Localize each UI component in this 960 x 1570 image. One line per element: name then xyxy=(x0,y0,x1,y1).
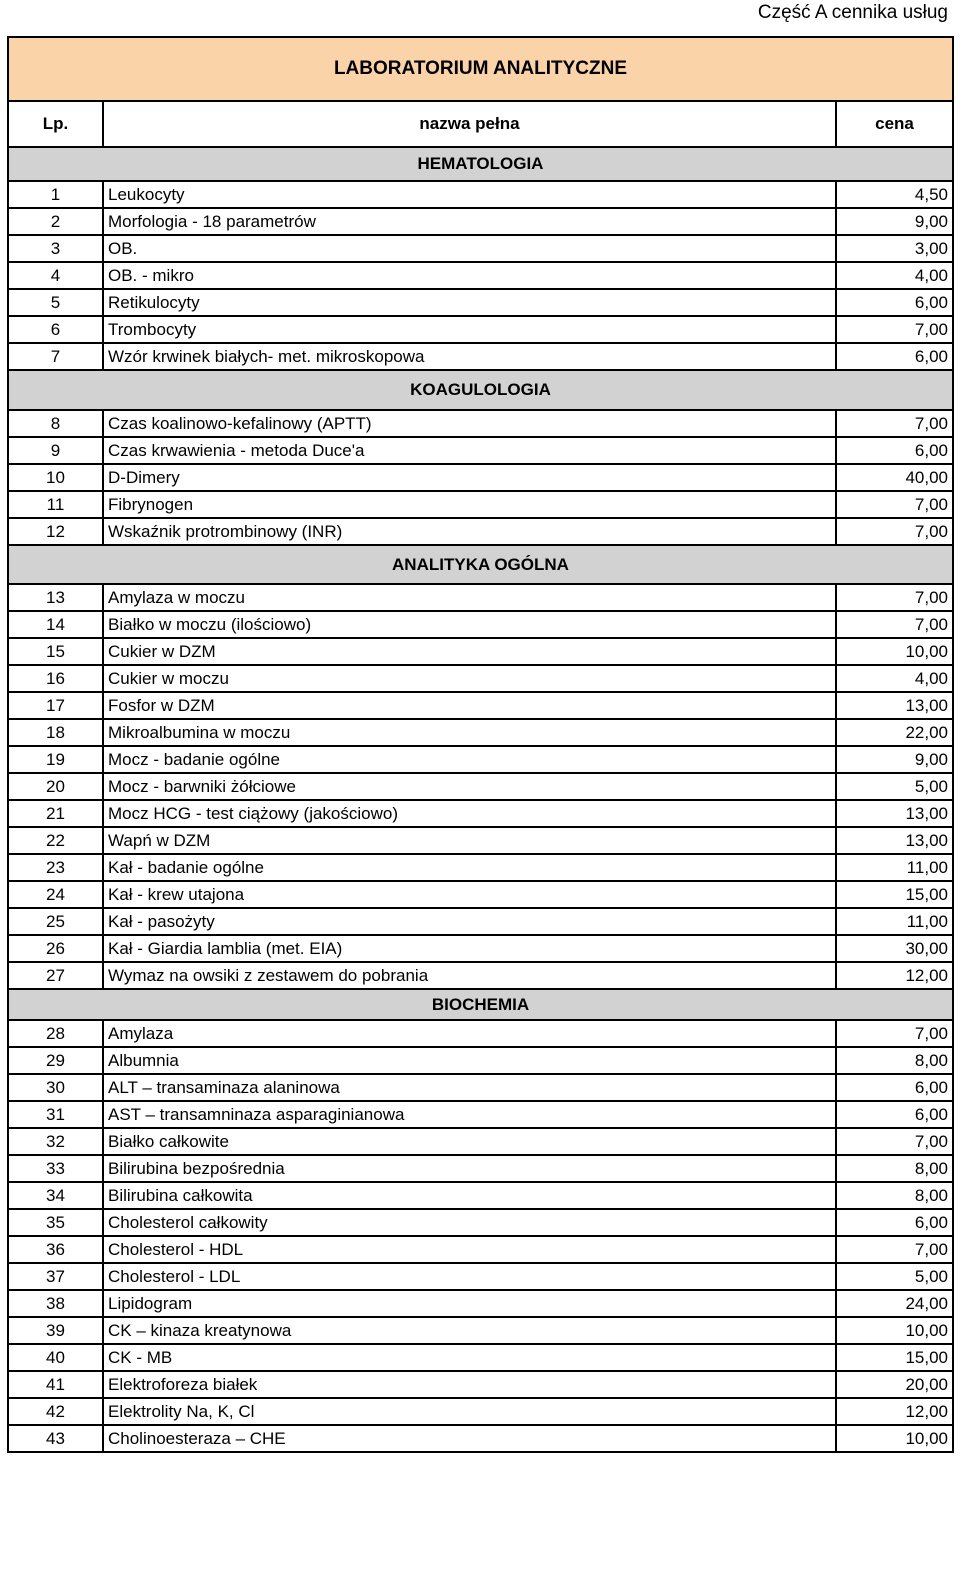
row-lp: 39 xyxy=(8,1317,103,1344)
row-name: Albumnia xyxy=(103,1047,836,1074)
row-lp: 37 xyxy=(8,1263,103,1290)
table-row xyxy=(8,1047,953,1074)
table-row xyxy=(8,1398,953,1425)
row-name: Elektrolity Na, K, Cl xyxy=(103,1398,836,1425)
row-lp: 3 xyxy=(8,235,103,262)
row-price: 3,00 xyxy=(836,235,953,262)
row-name: Lipidogram xyxy=(103,1290,836,1317)
table-row xyxy=(8,491,953,518)
row-price: 6,00 xyxy=(836,1101,953,1128)
row-lp: 12 xyxy=(8,518,103,545)
table-row xyxy=(8,962,953,989)
table-row xyxy=(8,518,953,545)
table-row xyxy=(8,1425,953,1452)
table-row xyxy=(8,262,953,289)
row-lp: 1 xyxy=(8,181,103,208)
row-lp: 4 xyxy=(8,262,103,289)
row-name: CK – kinaza kreatynowa xyxy=(103,1317,836,1344)
row-price: 7,00 xyxy=(836,491,953,518)
row-price: 4,00 xyxy=(836,262,953,289)
row-price: 15,00 xyxy=(836,881,953,908)
table-row xyxy=(8,1128,953,1155)
section-title: HEMATOLOGIA xyxy=(8,147,953,181)
table-row xyxy=(8,316,953,343)
table-row xyxy=(8,235,953,262)
row-price: 7,00 xyxy=(836,1020,953,1047)
row-lp: 23 xyxy=(8,854,103,881)
row-lp: 30 xyxy=(8,1074,103,1101)
row-name: Fibrynogen xyxy=(103,491,836,518)
row-price: 10,00 xyxy=(836,638,953,665)
table-row xyxy=(8,800,953,827)
table-row xyxy=(8,437,953,464)
row-lp: 38 xyxy=(8,1290,103,1317)
row-price: 6,00 xyxy=(836,343,953,370)
row-price: 6,00 xyxy=(836,437,953,464)
row-name: Cholinoesteraza – CHE xyxy=(103,1425,836,1452)
row-price: 7,00 xyxy=(836,584,953,611)
row-name: CK - MB xyxy=(103,1344,836,1371)
table-row xyxy=(8,1317,953,1344)
row-price: 24,00 xyxy=(836,1290,953,1317)
row-lp: 21 xyxy=(8,800,103,827)
row-lp: 10 xyxy=(8,464,103,491)
row-lp: 34 xyxy=(8,1182,103,1209)
column-header-row xyxy=(8,101,953,147)
row-lp: 8 xyxy=(8,410,103,437)
row-lp: 28 xyxy=(8,1020,103,1047)
row-name: Wskaźnik protrombinowy (INR) xyxy=(103,518,836,545)
row-name: Wapń w DZM xyxy=(103,827,836,854)
table-row xyxy=(8,181,953,208)
row-lp: 17 xyxy=(8,692,103,719)
row-name: Kał - krew utajona xyxy=(103,881,836,908)
row-lp: 24 xyxy=(8,881,103,908)
row-price: 10,00 xyxy=(836,1317,953,1344)
row-lp: 15 xyxy=(8,638,103,665)
column-header-lp: Lp. xyxy=(8,101,103,147)
row-name: Czas koalinowo-kefalinowy (APTT) xyxy=(103,410,836,437)
section-header-row xyxy=(8,989,953,1020)
row-price: 11,00 xyxy=(836,908,953,935)
row-lp: 43 xyxy=(8,1425,103,1452)
row-name: Białko całkowite xyxy=(103,1128,836,1155)
table-row xyxy=(8,1290,953,1317)
table-row xyxy=(8,854,953,881)
row-name: Kał - Giardia lamblia (met. EIA) xyxy=(103,935,836,962)
table-row xyxy=(8,1101,953,1128)
row-price: 12,00 xyxy=(836,962,953,989)
table-row xyxy=(8,1020,953,1047)
table-row xyxy=(8,1074,953,1101)
row-price: 22,00 xyxy=(836,719,953,746)
section-title: KOAGULOLOGIA xyxy=(8,370,953,410)
column-header-price: cena xyxy=(836,101,953,147)
row-name: Wzór krwinek białych- met. mikroskopowa xyxy=(103,343,836,370)
row-name: Cholesterol - HDL xyxy=(103,1236,836,1263)
row-price: 5,00 xyxy=(836,1263,953,1290)
row-price: 13,00 xyxy=(836,827,953,854)
price-table-body xyxy=(8,37,953,1452)
table-row xyxy=(8,746,953,773)
row-price: 7,00 xyxy=(836,611,953,638)
row-price: 13,00 xyxy=(836,800,953,827)
row-price: 20,00 xyxy=(836,1371,953,1398)
row-name: Retikulocyty xyxy=(103,289,836,316)
row-name: Mocz HCG - test ciążowy (jakościowo) xyxy=(103,800,836,827)
row-name: Leukocyty xyxy=(103,181,836,208)
table-row xyxy=(8,1209,953,1236)
row-name: Cholesterol całkowity xyxy=(103,1209,836,1236)
row-lp: 7 xyxy=(8,343,103,370)
row-price: 9,00 xyxy=(836,208,953,235)
row-name: OB. xyxy=(103,235,836,262)
row-price: 5,00 xyxy=(836,773,953,800)
row-price: 12,00 xyxy=(836,1398,953,1425)
price-table xyxy=(7,36,954,1453)
row-lp: 11 xyxy=(8,491,103,518)
row-lp: 20 xyxy=(8,773,103,800)
table-row xyxy=(8,464,953,491)
row-lp: 6 xyxy=(8,316,103,343)
table-row xyxy=(8,1236,953,1263)
row-name: Cukier w moczu xyxy=(103,665,836,692)
row-name: Mikroalbumina w moczu xyxy=(103,719,836,746)
row-price: 7,00 xyxy=(836,1236,953,1263)
row-lp: 9 xyxy=(8,437,103,464)
row-price: 4,00 xyxy=(836,665,953,692)
row-name: Cukier w DZM xyxy=(103,638,836,665)
table-row xyxy=(8,611,953,638)
table-row xyxy=(8,827,953,854)
row-lp: 5 xyxy=(8,289,103,316)
row-price: 13,00 xyxy=(836,692,953,719)
row-lp: 16 xyxy=(8,665,103,692)
table-row xyxy=(8,343,953,370)
table-row xyxy=(8,665,953,692)
table-row xyxy=(8,1155,953,1182)
row-price: 15,00 xyxy=(836,1344,953,1371)
table-row xyxy=(8,1263,953,1290)
row-name: Amylaza w moczu xyxy=(103,584,836,611)
section-title: ANALITYKA OGÓLNA xyxy=(8,545,953,584)
row-name: Fosfor w DZM xyxy=(103,692,836,719)
row-lp: 19 xyxy=(8,746,103,773)
row-price: 7,00 xyxy=(836,518,953,545)
price-list-part-label: Część A cennika usług xyxy=(757,2,948,23)
row-name: Bilirubina bezpośrednia xyxy=(103,1155,836,1182)
row-name: Trombocyty xyxy=(103,316,836,343)
row-lp: 2 xyxy=(8,208,103,235)
row-name: Kał - badanie ogólne xyxy=(103,854,836,881)
section-title: BIOCHEMIA xyxy=(8,989,953,1020)
row-name: Białko w moczu (ilościowo) xyxy=(103,611,836,638)
row-price: 7,00 xyxy=(836,410,953,437)
row-lp: 22 xyxy=(8,827,103,854)
section-header-row xyxy=(8,545,953,584)
row-price: 7,00 xyxy=(836,316,953,343)
row-price: 4,50 xyxy=(836,181,953,208)
table-row xyxy=(8,208,953,235)
table-row xyxy=(8,1371,953,1398)
row-price: 8,00 xyxy=(836,1155,953,1182)
row-lp: 36 xyxy=(8,1236,103,1263)
row-price: 9,00 xyxy=(836,746,953,773)
row-lp: 41 xyxy=(8,1371,103,1398)
row-name: D-Dimery xyxy=(103,464,836,491)
row-name: Cholesterol - LDL xyxy=(103,1263,836,1290)
row-name: Czas krwawienia - metoda Duce'a xyxy=(103,437,836,464)
row-name: Wymaz na owsiki z zestawem do pobrania xyxy=(103,962,836,989)
row-price: 30,00 xyxy=(836,935,953,962)
row-price: 10,00 xyxy=(836,1425,953,1452)
row-price: 6,00 xyxy=(836,1074,953,1101)
table-row xyxy=(8,584,953,611)
table-row xyxy=(8,881,953,908)
row-lp: 25 xyxy=(8,908,103,935)
table-row xyxy=(8,692,953,719)
row-price: 8,00 xyxy=(836,1182,953,1209)
table-title-row xyxy=(8,37,953,101)
column-header-name: nazwa pełna xyxy=(103,101,836,147)
row-name: ALT – transaminaza alaninowa xyxy=(103,1074,836,1101)
table-row xyxy=(8,410,953,437)
row-lp: 33 xyxy=(8,1155,103,1182)
table-row xyxy=(8,1344,953,1371)
row-lp: 35 xyxy=(8,1209,103,1236)
row-name: Morfologia - 18 parametrów xyxy=(103,208,836,235)
row-lp: 31 xyxy=(8,1101,103,1128)
row-lp: 32 xyxy=(8,1128,103,1155)
table-row xyxy=(8,289,953,316)
row-lp: 42 xyxy=(8,1398,103,1425)
row-lp: 26 xyxy=(8,935,103,962)
table-row xyxy=(8,1182,953,1209)
row-lp: 18 xyxy=(8,719,103,746)
row-name: AST – transamninaza asparaginianowa xyxy=(103,1101,836,1128)
table-row xyxy=(8,773,953,800)
row-price: 40,00 xyxy=(836,464,953,491)
row-lp: 27 xyxy=(8,962,103,989)
row-price: 8,00 xyxy=(836,1047,953,1074)
table-row xyxy=(8,908,953,935)
row-name: Elektroforeza białek xyxy=(103,1371,836,1398)
table-row xyxy=(8,638,953,665)
row-price: 11,00 xyxy=(836,854,953,881)
row-price: 6,00 xyxy=(836,289,953,316)
section-header-row xyxy=(8,147,953,181)
table-row xyxy=(8,935,953,962)
row-lp: 14 xyxy=(8,611,103,638)
row-name: Amylaza xyxy=(103,1020,836,1047)
table-row xyxy=(8,719,953,746)
row-lp: 40 xyxy=(8,1344,103,1371)
row-name: OB. - mikro xyxy=(103,262,836,289)
row-lp: 29 xyxy=(8,1047,103,1074)
table-title: LABORATORIUM ANALITYCZNE xyxy=(8,37,953,101)
row-price: 7,00 xyxy=(836,1128,953,1155)
row-name: Kał - pasożyty xyxy=(103,908,836,935)
section-header-row xyxy=(8,370,953,410)
row-price: 6,00 xyxy=(836,1209,953,1236)
row-name: Mocz - badanie ogólne xyxy=(103,746,836,773)
row-name: Mocz - barwniki żółciowe xyxy=(103,773,836,800)
row-name: Bilirubina całkowita xyxy=(103,1182,836,1209)
row-lp: 13 xyxy=(8,584,103,611)
